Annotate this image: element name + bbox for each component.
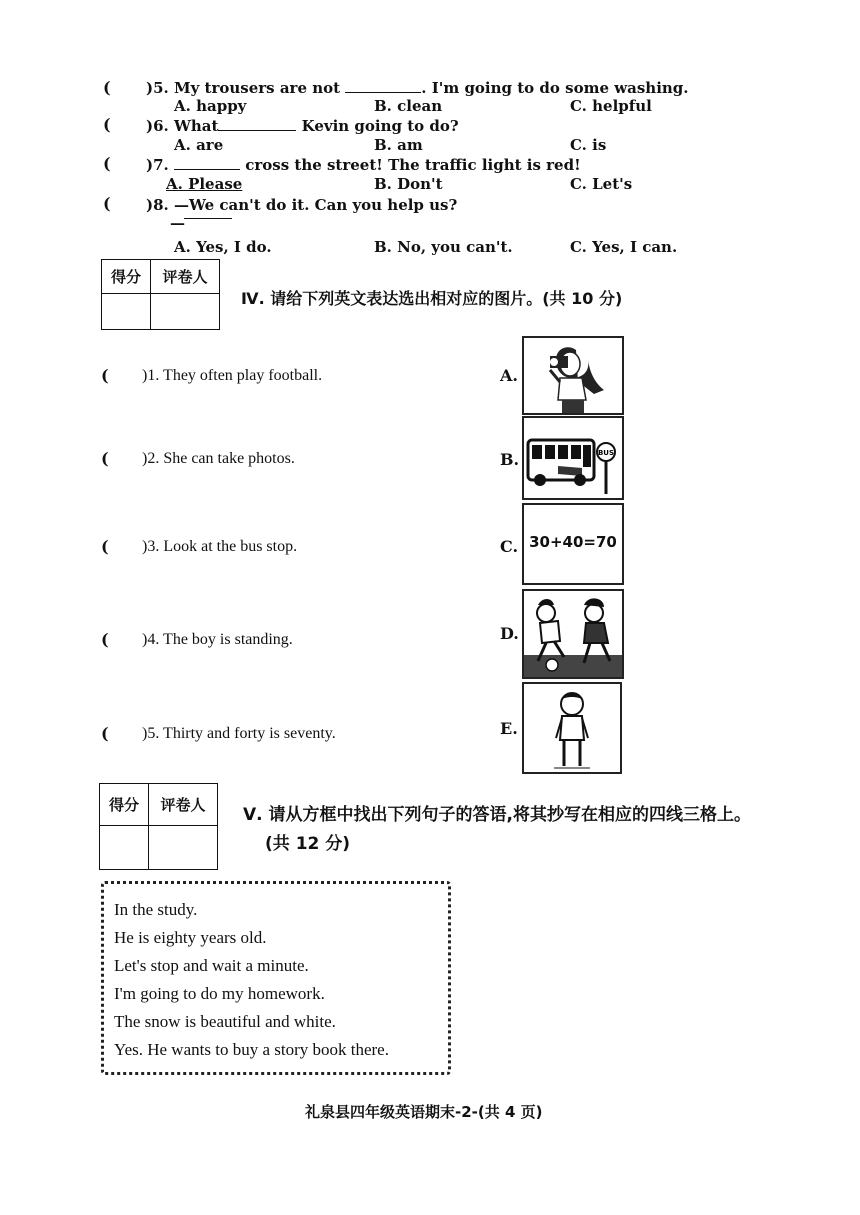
item-text: )3. Look at the bus stop. — [142, 538, 298, 555]
item-text: )1. They often play football. — [142, 367, 323, 384]
option-b: B. No, you can't. — [374, 238, 513, 256]
picture-equation — [522, 503, 624, 585]
girl-camera-icon — [524, 338, 622, 413]
answer-paren: ( — [103, 194, 111, 213]
option-c: C. Let's — [570, 175, 633, 193]
score-table — [99, 783, 218, 870]
score-cell[interactable] — [102, 294, 151, 330]
option-b: B. Don't — [374, 175, 443, 193]
question-stem: )8. —We can't do it. Can you help us? — [146, 196, 458, 214]
answer-paren: ( — [103, 78, 111, 97]
picture-kids-football — [522, 589, 624, 679]
score-label: 得分 — [102, 260, 151, 294]
grader-cell[interactable] — [149, 826, 218, 870]
answer-paren: ( — [101, 537, 109, 556]
standing-boy-icon — [524, 684, 620, 772]
answer-paren: ( — [101, 630, 109, 649]
score-cell[interactable] — [100, 826, 149, 870]
answer-paren: ( — [101, 724, 109, 743]
equation-text: 30+40=70 — [529, 533, 617, 551]
grader-label: 评卷人 — [151, 260, 220, 294]
answer-bank-box — [101, 881, 451, 1075]
answer-blank — [184, 218, 232, 219]
option-c: C. is — [570, 136, 607, 154]
answer-paren: ( — [101, 449, 109, 468]
section-5-points: (共 12 分) — [265, 834, 351, 854]
option-a: A. Yes, I do. — [174, 238, 272, 256]
grader-cell[interactable] — [151, 294, 220, 330]
score-table — [101, 259, 220, 330]
page-footer: 礼泉县四年级英语期末-2-(共 4 页) — [305, 1103, 543, 1121]
section-4-title: Ⅳ. 请给下列英文表达选出相对应的图片。(共 10 分) — [241, 289, 623, 308]
answer-option: I'm going to do my homework. — [114, 984, 325, 1003]
kids-football-icon — [524, 591, 622, 677]
item-text: )4. The boy is standing. — [142, 631, 293, 648]
picture-standing-boy — [522, 682, 622, 774]
answer-paren: ( — [103, 115, 111, 134]
option-c: C. Yes, I can. — [570, 238, 678, 256]
choice-letter-c: C. — [500, 537, 519, 556]
question-stem: )6. What Kevin going to do? — [146, 117, 459, 135]
section-5-title: Ⅴ. 请从方框中找出下列句子的答语,将其抄写在相应的四线三格上。 — [243, 805, 751, 825]
choice-letter-a: A. — [500, 366, 518, 385]
answer-option: In the study. — [114, 900, 198, 919]
score-label: 得分 — [100, 784, 149, 826]
choice-letter-b: B. — [500, 450, 520, 469]
answer-paren: ( — [101, 366, 109, 385]
question-stem: )7. cross the street! The traffic light is red! — [146, 156, 581, 174]
item-text: )2. She can take photos. — [142, 450, 295, 467]
item-text: )5. Thirty and forty is seventy. — [142, 725, 336, 742]
choice-letter-d: D. — [500, 624, 519, 643]
picture-bus-stop — [522, 416, 624, 500]
answer-option: Yes. He wants to buy a story book there. — [114, 1040, 389, 1059]
option-c: C. helpful — [570, 97, 652, 115]
option-a: A. happy — [174, 97, 247, 115]
grader-label: 评卷人 — [149, 784, 218, 826]
answer-option: He is eighty years old. — [114, 928, 267, 947]
bus-stop-sign-text: BUS — [597, 449, 615, 457]
answer-option: Let's stop and wait a minute. — [114, 956, 309, 975]
option-a: A. are — [174, 136, 224, 154]
answer-option: The snow is beautiful and white. — [114, 1012, 336, 1031]
option-b: B. clean — [374, 97, 443, 115]
option-b: B. am — [374, 136, 423, 154]
picture-girl-photographing — [522, 336, 624, 415]
answer-paren: ( — [103, 154, 111, 173]
question-stem: )5. My trousers are not . I'm going to do some washing. — [146, 79, 689, 97]
bus-stop-icon — [524, 418, 622, 498]
dialogue-dash: — — [170, 214, 185, 232]
choice-letter-e: E. — [500, 719, 518, 738]
option-a: A. Please — [166, 175, 243, 193]
